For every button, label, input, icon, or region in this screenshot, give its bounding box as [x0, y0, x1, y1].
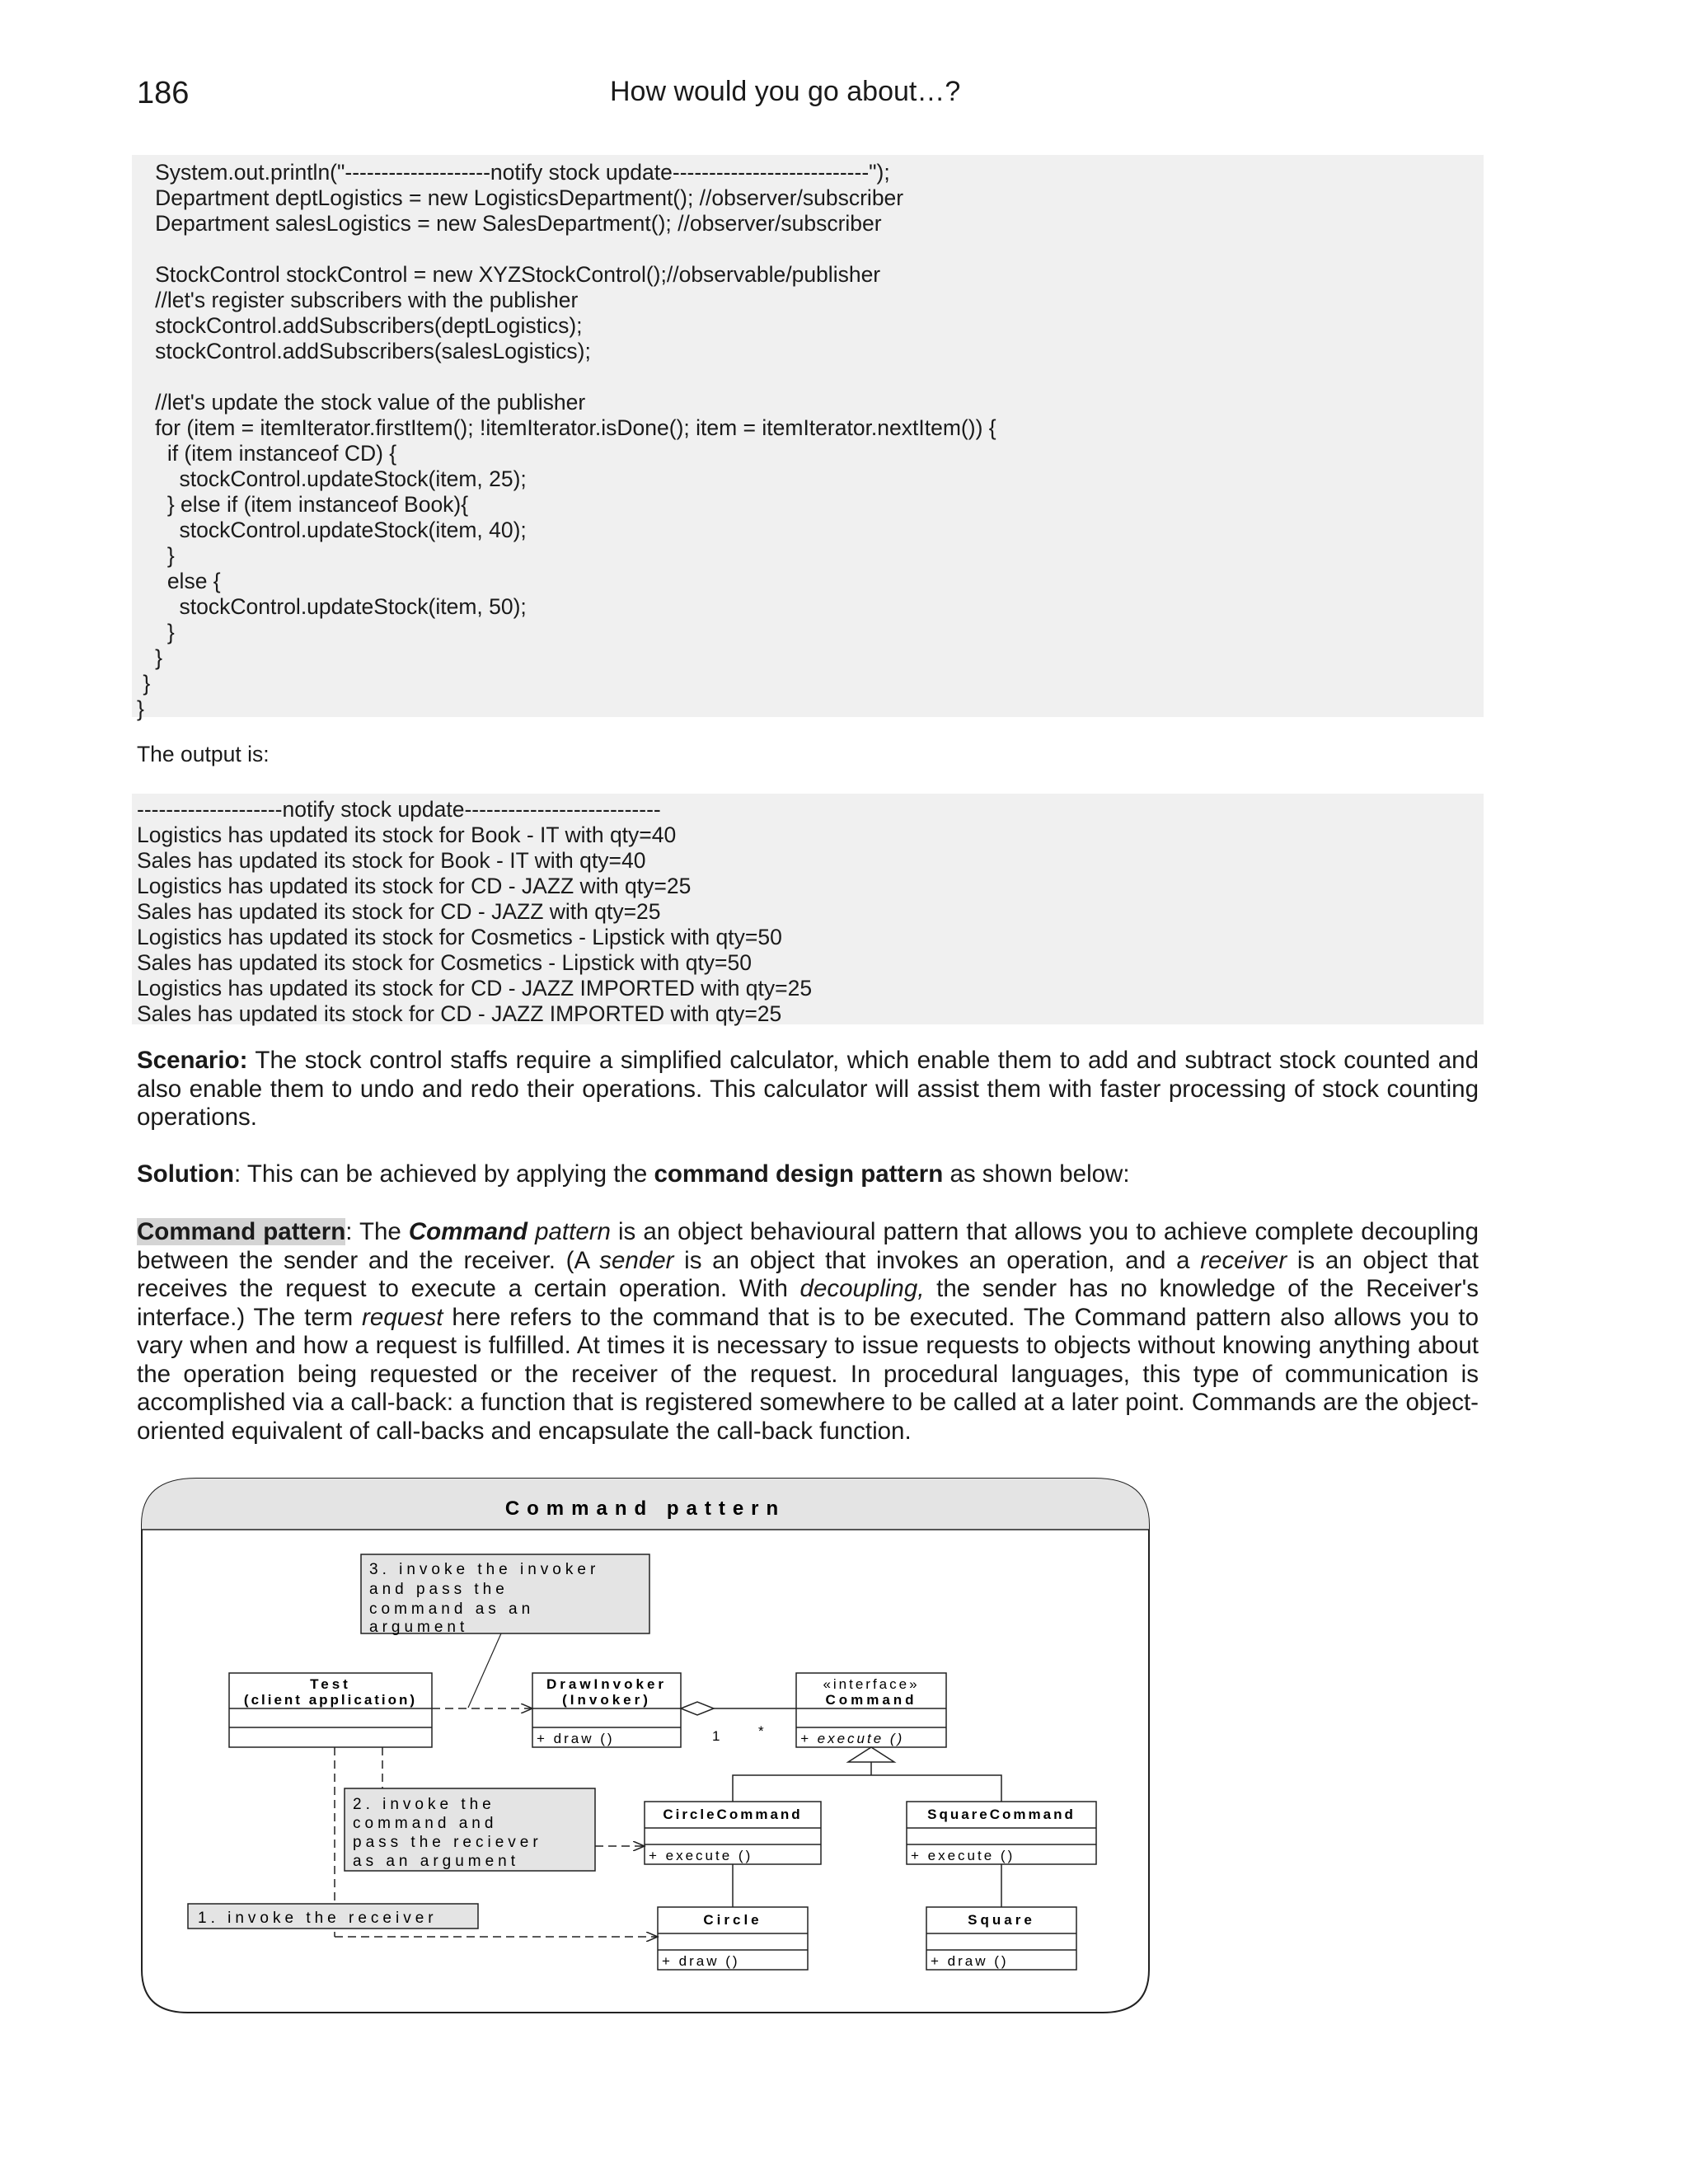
circle-method: + draw () — [662, 1953, 740, 1969]
code-line: //let's register subscribers with the publisher — [137, 288, 579, 312]
square-method: + draw () — [931, 1953, 1009, 1969]
cp-italic-2: sender — [599, 1246, 674, 1274]
circle-command-method: + execute () — [649, 1848, 753, 1863]
code-line: StockControl stockControl = new XYZStockControl();//observable/publisher — [137, 262, 881, 287]
code-line: } — [137, 543, 175, 568]
invoker-sub: (Invoker) — [562, 1692, 651, 1708]
cp-text-3: is an object behavioural pattern that allows you to achieve complete decoupling between the sender and the receiver. (A — [137, 1218, 1479, 1274]
solution-bold: command design pattern — [654, 1160, 944, 1188]
code-line: if (item instanceof CD) { — [137, 441, 397, 466]
cp-text-2 — [528, 1218, 535, 1245]
invoker-method: + draw () — [537, 1731, 615, 1746]
output-line: Sales has updated its stock for CD - JAZZ IMPORTED with qty=25 — [137, 1001, 782, 1026]
solution-text-before: : This can be achieved by applying the — [233, 1160, 654, 1188]
output-line: Logistics has updated its stock for Book - IT with qty=40 — [137, 823, 677, 847]
output-line: Logistics has updated its stock for Cosmetics - Lipstick with qty=50 — [137, 925, 782, 949]
circle-name: Circle — [703, 1912, 762, 1928]
diagram-title: Command pattern — [504, 1497, 786, 1520]
note3-line3: command as an — [369, 1601, 535, 1618]
mult-one: 1 — [712, 1728, 720, 1744]
output-block — [132, 794, 1484, 1024]
running-title: How would you go about…? — [610, 76, 961, 107]
solution-label: Solution — [137, 1160, 234, 1188]
output-line: Sales has updated its stock for Cosmetics - Lipstick with qty=50 — [137, 950, 753, 975]
code-line: stockControl.addSubscribers(deptLogistics); — [137, 313, 583, 338]
cp-italic-4: decoupling, — [799, 1275, 925, 1302]
code-line: } — [137, 671, 151, 696]
output-line: Logistics has updated its stock for CD - JAZZ with qty=25 — [137, 874, 692, 898]
code-line: Department deptLogistics = new LogisticsDepartment(); //observer/subscriber — [137, 185, 904, 210]
mult-many: * — [758, 1723, 764, 1739]
code-line: stockControl.updateStock(item, 25); — [137, 466, 527, 491]
cp-text-4: is an object that invokes an operation, and a — [673, 1246, 1201, 1274]
code-line: stockControl.updateStock(item, 40); — [137, 518, 527, 542]
note3-line2: and pass the — [369, 1581, 509, 1598]
code-line: System.out.println("--------------------notify stock update---------------------------"); — [137, 160, 890, 185]
command-pattern-diagram — [138, 1475, 1152, 2019]
command-stereotype: «interface» — [823, 1676, 920, 1692]
code-listing — [132, 155, 1484, 722]
note2-line4: as an argument — [353, 1853, 520, 1870]
note3-line1: 3. invoke the invoker — [369, 1561, 600, 1578]
square-command-method: + execute () — [911, 1848, 1015, 1863]
output-line: Sales has updated its stock for CD - JAZZ with qty=25 — [137, 899, 661, 924]
code-line: } — [137, 645, 162, 670]
square-command-name: SquareCommand — [927, 1807, 1076, 1822]
code-line: //let's update the stock value of the publisher — [137, 390, 586, 415]
code-line: stockControl.updateStock(item, 50); — [137, 594, 527, 619]
output-line: --------------------notify stock update--------------------------- — [137, 797, 661, 822]
code-line: } — [137, 696, 144, 721]
command-method: + execute () — [800, 1731, 905, 1746]
cp-text-1: : The — [345, 1218, 409, 1245]
cp-text-5: is an object that receives the request to execute a certain operation. With — [137, 1246, 1479, 1302]
scenario-text: The stock control staffs require a simplified calculator, which enable them to add and subtract stock counted and also enable them to undo and redo their operations. This calculator will assist them with faster processing of stock counting operations. — [137, 1047, 1479, 1131]
output-line: Logistics has updated its stock for CD - JAZZ IMPORTED with qty=25 — [137, 976, 813, 1001]
note1-text: 1. invoke the receiver — [198, 1910, 438, 1927]
output-line: Sales has updated its stock for Book - IT with qty=40 — [137, 848, 646, 873]
circle-command-name: CircleCommand — [663, 1807, 803, 1822]
cp-bold-italic: Command — [408, 1218, 528, 1245]
cp-italic-1: pattern — [535, 1218, 611, 1245]
code-line: stockControl.addSubscribers(salesLogistics); — [137, 339, 591, 363]
square-name: Square — [968, 1912, 1035, 1928]
cp-italic-5: request — [362, 1303, 443, 1331]
code-line: Department salesLogistics = new SalesDepartment(); //observer/subscriber — [137, 211, 882, 236]
note3-line4: argument — [369, 1619, 469, 1636]
command-name: Command — [825, 1692, 917, 1708]
code-block — [132, 155, 1484, 721]
output-intro: The output is: — [137, 742, 270, 766]
cp-italic-3: receiver — [1200, 1246, 1287, 1274]
cp-text-7: here refers to the command that is to be executed. The Command pattern also allows you to vary when and how a request is fulfilled. At times it is necessary to issue requests to objects without knowing anything about the operation being requested or the receiver of the request. In procedural languages, this type of communication is accomplished via a call-back: a function that is registered somewhere to be called at a later point. Commands are the object-oriented equivalent of call-backs and encapsulate the call-back function. — [137, 1303, 1479, 1445]
code-line: for (item = itemIterator.firstItem(); !itemIterator.isDone(); item = itemIterator.nextItem()) { — [137, 415, 996, 440]
code-line: } — [137, 620, 175, 644]
solution-paragraph — [137, 1160, 1479, 1189]
output-listing — [132, 794, 1484, 1027]
command-pattern-paragraph — [137, 1218, 1479, 1446]
invoker-name: DrawInvoker — [546, 1676, 668, 1692]
test-name: Test — [310, 1676, 351, 1692]
code-line: } else if (item instanceof Book){ — [137, 492, 469, 517]
test-sub: (client application) — [243, 1692, 418, 1708]
scenario-paragraph — [137, 1047, 1479, 1132]
command-pattern-label: Command pattern — [137, 1218, 346, 1245]
code-line: else { — [137, 569, 221, 593]
note2-line1: 2. invoke the — [353, 1796, 495, 1813]
note2-line3: pass the reciever — [353, 1834, 542, 1851]
scenario-label: Scenario: — [137, 1047, 248, 1074]
page-number: 186 — [137, 76, 190, 110]
note2-line2: command and — [353, 1815, 498, 1832]
cp-text-6: the sender has no knowledge of the Receiver's interface.) The term — [137, 1275, 1479, 1331]
solution-text-after: as shown below: — [943, 1160, 1130, 1188]
